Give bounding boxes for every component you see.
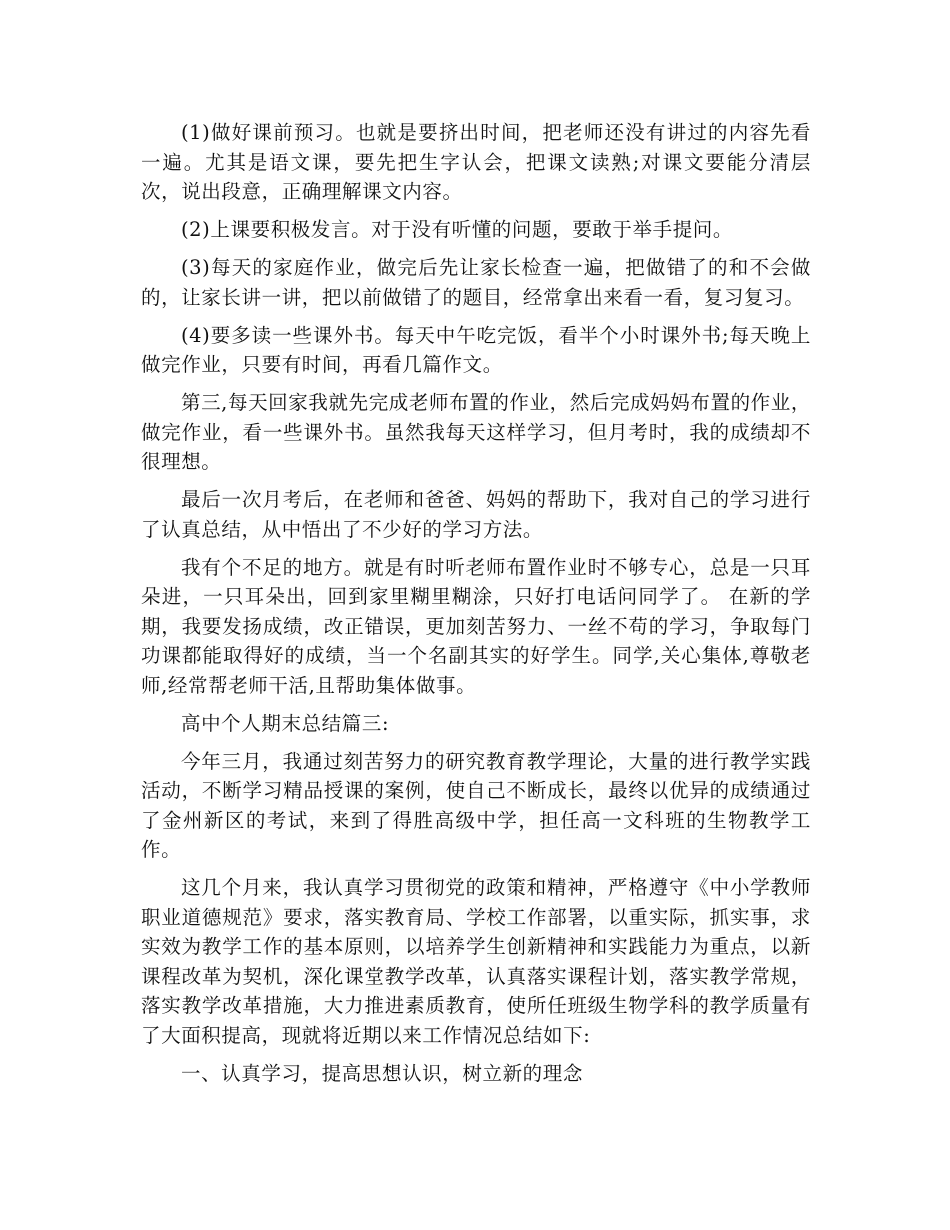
paragraph-shortcoming: 我有个不足的地方。就是有时听老师布置作业时不够专心，总是一只耳朵进，一只耳朵出，回到家里糊里糊涂，只好打电话问同学了。 在新的学期，我要发扬成绩，改正错误，更加刻苦努力、一丝不苟的学习，争取每门功课都能取得好的成绩，当一个名副其实的好学生。同学,关心集体,尊敬老师,经常帮老师干活,且帮助集体做事。 — [141, 555, 811, 697]
paragraph-speak-up: (2)上课要积极发言。对于没有听懂的问题，要敢于举手提问。 — [180, 218, 733, 241]
section-heading-part-three: 高中个人期末总结篇三: — [180, 711, 390, 735]
paragraph-last-exam: 最后一次月考后，在老师和爸爸、妈妈的帮助下，我对自己的学习进行了认真总结，从中悟出了不少好的学习方法。 — [141, 488, 811, 541]
paragraph-third: 第三,每天回家我就先完成老师布置的作业，然后完成妈妈布置的作业，做完作业，看一些课外书。虽然我每天这样学习，但月考时，我的成绩却不很理想。 — [141, 391, 811, 473]
section-heading-study: 一、认真学习，提高思想认识，树立新的理念 — [180, 1061, 583, 1085]
paragraph-homework: (3)每天的家庭作业，做完后先让家长检查一遍，把做错了的和不会做的，让家长讲一讲，把以前做错了的题目，经常拿出来看一看，复习复习。 — [141, 256, 811, 309]
paragraph-reading: (4)要多读一些课外书。每天中午吃完饭，看半个小时课外书;每天晚上做完作业，只要有时间，再看几篇作文。 — [141, 323, 811, 376]
paragraph-march: 今年三月，我通过刻苦努力的研究教育教学理论，大量的进行教学实践活动，不断学习精品授课的案例，使自己不断成长，最终以优异的成绩通过了金州新区的考试，来到了得胜高级中学，担任高一文科班的生物教学工作。 — [141, 749, 811, 861]
paragraph-preview: (1)做好课前预习。也就是要挤出时间，把老师还没有讲过的内容先看一遍。尤其是语文课，要先把生字认会，把课文读熟;对课文要能分清层次，说出段意，正确理解课文内容。 — [141, 121, 811, 203]
document-body — [141, 118, 811, 1097]
paragraph-recent-months: 这几个月来，我认真学习贯彻党的政策和精神，严格遵守《中小学教师职业道德规范》要求，落实教育局、学校工作部署，以重实际，抓实事，求实效为教学工作的基本原则，以培养学生创新精神和实践能力为重点，以新课程改革为契机，深化课堂教学改革，认真落实课程计划，落实教学常规，落实教学改革措施，大力推进素质教育，使所任班级生物学科的教学质量有了大面积提高，现就将近期以来工作情况总结如下: — [141, 876, 811, 1047]
